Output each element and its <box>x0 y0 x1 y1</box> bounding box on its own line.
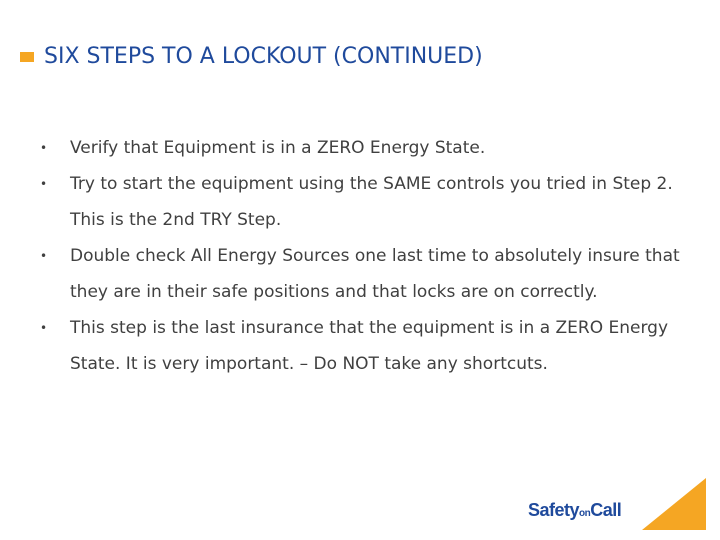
bullet-item <box>40 130 690 166</box>
bullet-list <box>40 130 690 382</box>
bullet-item <box>40 238 690 310</box>
bullet-text: This step is the last insurance that the equipment is in a ZERO Energy State. It is very important. – Do NOT take any shortcuts. <box>70 318 669 374</box>
bullet-item <box>40 310 690 382</box>
bullet-text: Verify that Equipment is in a ZERO Energy State. <box>70 138 486 158</box>
bullet-icon: • <box>40 177 48 191</box>
bullet-item <box>40 166 690 238</box>
safety-on-call-logo <box>528 500 621 521</box>
bullet-icon: • <box>40 141 48 155</box>
bullet-text: Double check All Energy Sources one last time to absolutely insure that they are in their safe positions and that locks are on correctly. <box>70 246 680 302</box>
bullet-text: Try to start the equipment using the SAME controls you tried in Step 2. This is the 2nd TRY Step. <box>70 174 673 230</box>
corner-triangle-decoration <box>642 478 706 530</box>
logo-safety-text: Safety <box>528 500 580 520</box>
bullet-icon: • <box>40 249 48 263</box>
logo-on-text: on <box>579 508 591 519</box>
bullet-icon: • <box>40 321 48 335</box>
title-marker <box>20 52 34 62</box>
logo-call-text: Call <box>590 500 622 520</box>
slide-title: SIX STEPS TO A LOCKOUT (CONTINUED) <box>44 44 483 69</box>
